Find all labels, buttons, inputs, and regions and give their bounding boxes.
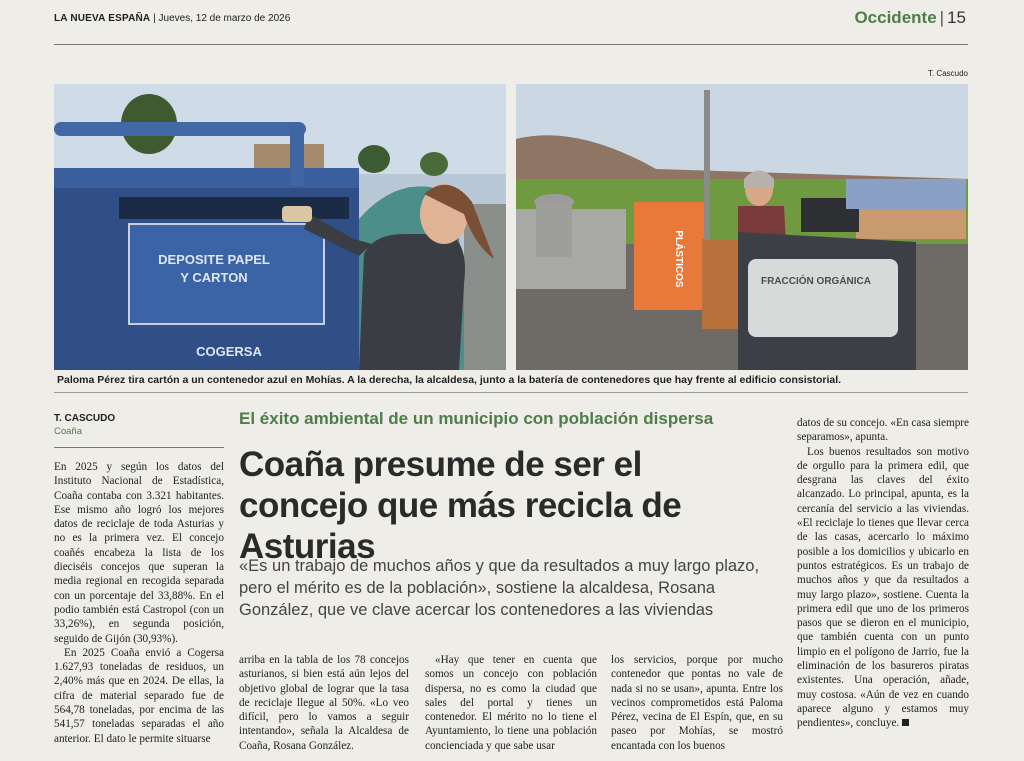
byline-rule [54, 447, 224, 448]
photo-mayor-containers [516, 84, 968, 370]
article-headline: Coaña presume de ser el concejo que más recicla de Asturias [239, 445, 682, 566]
paragraph: «Hay que tener en cuenta que somos un concejo con población dispersa, no es como la ciudad que sales del portal y tienes un contenedor. El mérito no lo tiene el Ayuntamiento, lo tiene una población concienciada y que sabe usar [425, 654, 597, 752]
byline-place: Coaña [54, 426, 82, 437]
page-number: 15 [947, 8, 966, 27]
bin-brand: COGERSA [196, 344, 262, 359]
header-rule [54, 44, 968, 45]
photo-credit: T. Cascudo [927, 69, 968, 78]
masthead: LA NUEVA ESPAÑA | Jueves, 12 de marzo de 2026 [54, 13, 291, 24]
section-name: Occidente [854, 8, 937, 27]
photo-recycling-bin [54, 84, 506, 370]
orange-bin-label: PLÁSTICOS [673, 230, 684, 288]
article-column-1 [54, 460, 224, 746]
caption-rule [54, 392, 968, 393]
paragraph: En 2025 Coaña envió a Cogersa 1.627,93 toneladas de residuos, un 2,40% más que en 2024. De ellas, la cifra de material separado fue de 564,78 toneladas, por encima de las 541,57 toneladas separadas el año anterior. El dato le permite situarse [54, 646, 224, 745]
paragraph: los servicios, porque por mucho contenedor que pontas no vale de nada si no se usan», apunta. Entre los vecinos comprometidos está Paloma Pérez, vecina de El Espín, que, en su paseo por Mohías, se mostró encantada con los buenos [611, 654, 783, 752]
article-kicker: El éxito ambiental de un municipio con población dispersa [239, 409, 714, 428]
article-column-5 [797, 416, 969, 731]
issue-date: Jueves, 12 de marzo de 2026 [158, 13, 291, 24]
article-column-2 [239, 653, 409, 753]
organic-bin-label: FRACCIÓN ORGÁNICA [761, 276, 871, 287]
article-subheadline: «Es un trabajo de muchos años y que da resultados a muy largo plazo, pero el mérito es de la población», sostiene la alcaldesa, Rosana González, que ve clave acercar los contenedores a las viviendas [239, 557, 760, 619]
paragraph: En 2025 y según los datos del Instituto Nacional de Estadística, Coaña contaba con 3.321 habitantes. Ese mismo año logró los mejores datos de reciclaje de toda Asturias y no es la primera vez. El concejo coañés encabeza la lista de los dieciséis concejos que superan la media regional en recogida separada con un porcentaje del 33,88%. En el podio también está Castropol (con un 33,26%), en segunda posición, seguido de Gijón (30,93%). [54, 461, 224, 645]
article-column-3 [425, 653, 597, 753]
section-header: Occidente | 15 [854, 8, 966, 27]
newspaper-name: LA NUEVA ESPAÑA [54, 13, 151, 24]
end-mark [902, 719, 909, 726]
paragraph: arriba en la tabla de los 78 concejos asturianos, si bien está aún lejos del objetivo global de lograr que la tasa de reciclaje llegue al 50%. «Lo veo difícil, pero lo vamos a seguir intentando», señala la Alcaldesa de Coaña, Rosana González. [239, 654, 409, 752]
bin-label-line1: DEPOSITE PAPEL [158, 252, 270, 267]
byline-author: T. CASCUDO [54, 413, 116, 424]
bin-label-line2: Y CARTON [180, 270, 248, 285]
photo-caption: Paloma Pérez tira cartón a un contenedor azul en Mohías. A la derecha, la alcaldesa, junto a la batería de contenedores que hay frente al edificio consistorial. [57, 374, 842, 386]
paragraph: datos de su concejo. «En casa siempre separamos», apunta. [797, 417, 969, 444]
article-column-4 [611, 653, 783, 753]
paragraph: Los buenos resultados son motivo de orgullo para la primera edil, que desgrana las claves del éxito alcanzado. Lo principal, apunta, es la cercanía del servicio a las viviendas. «El reciclaje lo tienes que llevar cerca de las casas, acercarlo lo máximo posible a los domicilios y ubicarlo en puntos estratégicos. Es un trabajo de muchos años y que da resultados a muy largo plazo», sostiene. Cuenta la primera edil que uno de los primeros pasos que se dieron en el municipio, que también cuenta con un punto limpio en el polígono de Jarrio, fue la eliminación de los basureros piratas existentes. Una operación, añade, muy costosa. «Aún de vez en cuando aparece alguno y estamos muy pendientes», concluye. [797, 445, 969, 730]
